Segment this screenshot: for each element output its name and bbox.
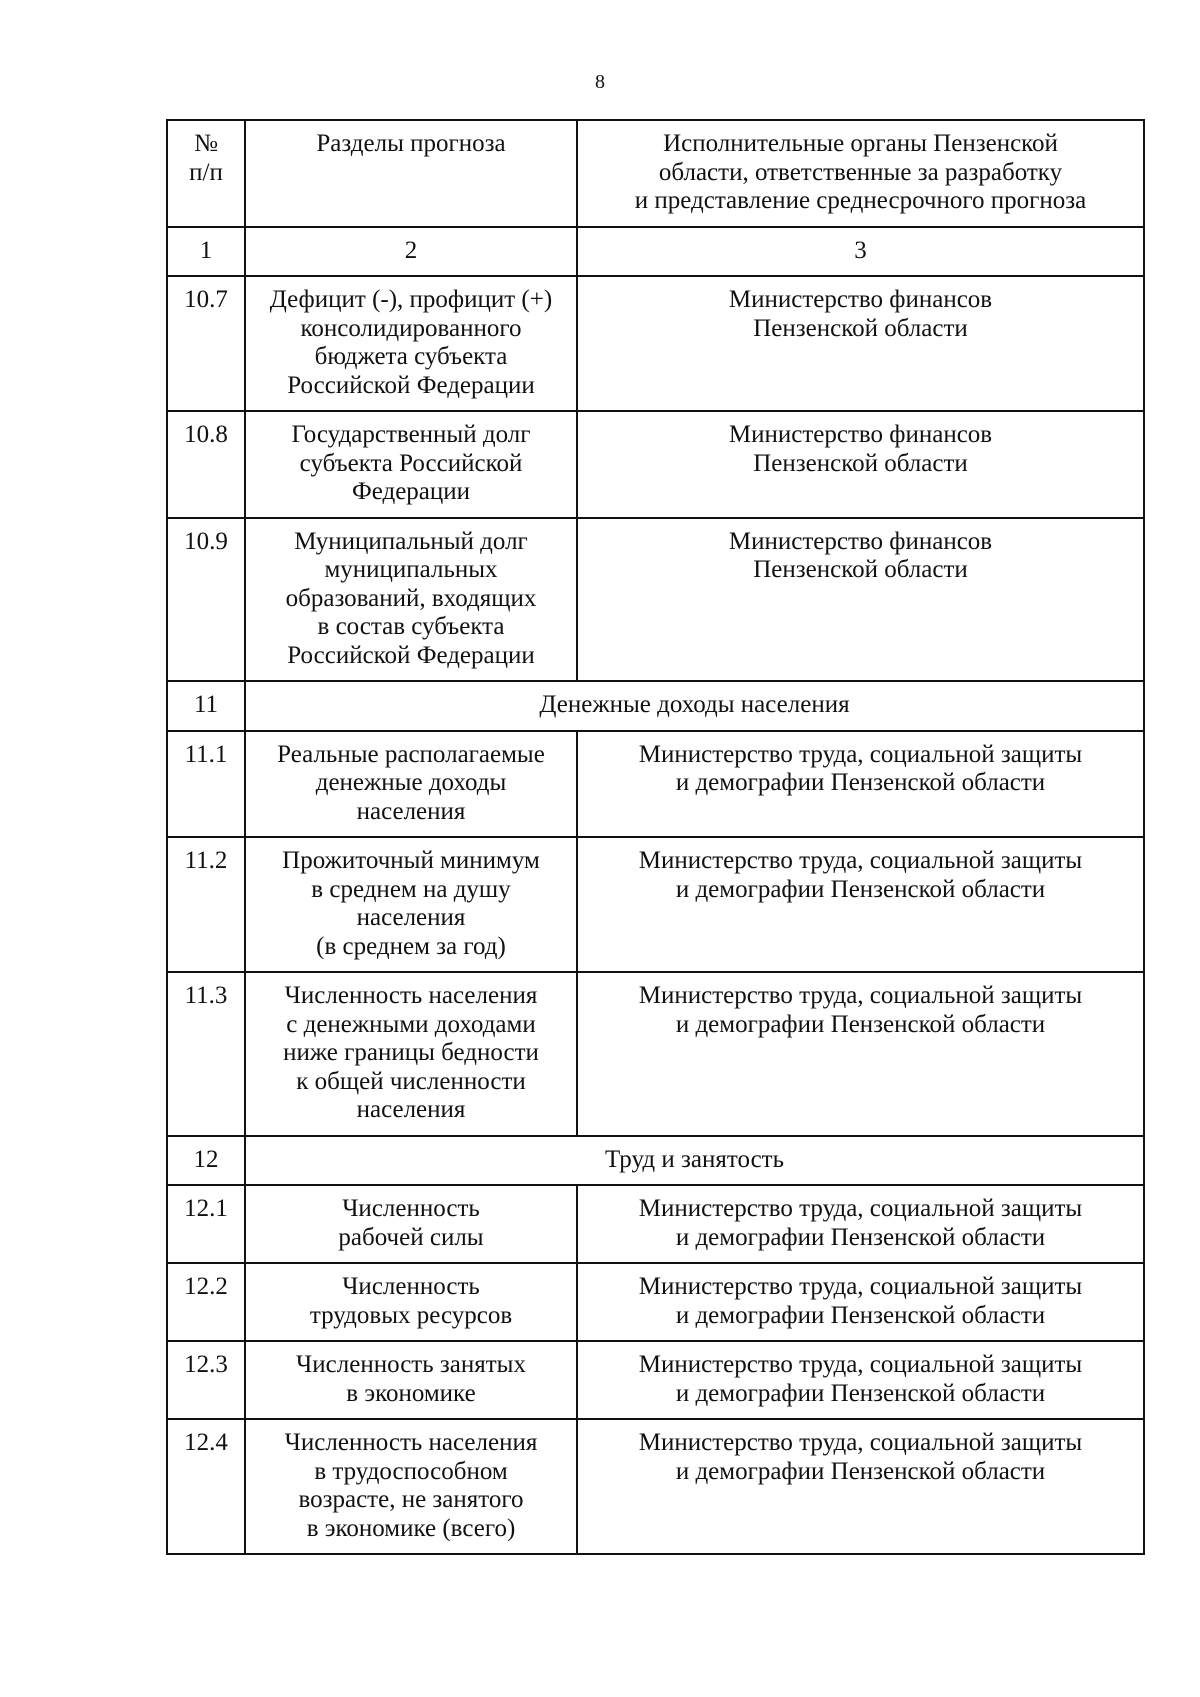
header-authority: Исполнительные органы Пензенской области, ответственные за разработку и представление среднесрочного прогноза [577, 120, 1144, 227]
table-row [167, 1341, 1144, 1419]
row-authority: Министерство труда, социальной защиты и демографии Пензенской области [577, 731, 1144, 838]
row-authority: Министерство труда, социальной защиты и демографии Пензенской области [577, 1419, 1144, 1554]
row-number: 10.7 [167, 276, 245, 411]
table-row [167, 1185, 1144, 1263]
row-section: Численность занятых в экономике [245, 1341, 577, 1419]
column-number: 2 [245, 227, 577, 277]
table-row [167, 518, 1144, 682]
table-row [167, 837, 1144, 972]
row-authority: Министерство труда, социальной защиты и демографии Пензенской области [577, 1263, 1144, 1341]
header-section: Разделы прогноза [245, 120, 577, 227]
row-authority: Министерство труда, социальной защиты и демографии Пензенской области [577, 1341, 1144, 1419]
row-authority: Министерство труда, социальной защиты и демографии Пензенской области [577, 1185, 1144, 1263]
column-number: 1 [167, 227, 245, 277]
forecast-table [166, 119, 1145, 1555]
section-row [167, 1136, 1144, 1186]
table-row [167, 411, 1144, 518]
column-number: 3 [577, 227, 1144, 277]
row-section: Прожиточный минимум в среднем на душу населения (в среднем за год) [245, 837, 577, 972]
row-authority: Министерство финансов Пензенской области [577, 411, 1144, 518]
row-authority: Министерство труда, социальной защиты и демографии Пензенской области [577, 837, 1144, 972]
page-number: 8 [595, 71, 605, 93]
row-section: Дефицит (-), профицит (+) консолидированного бюджета субъекта Российской Федерации [245, 276, 577, 411]
row-number: 12.3 [167, 1341, 245, 1419]
header-number: № п/п [167, 120, 245, 227]
table-row [167, 1263, 1144, 1341]
row-number: 11.1 [167, 731, 245, 838]
table-row [167, 731, 1144, 838]
row-number: 11.3 [167, 972, 245, 1136]
row-section: Численность рабочей силы [245, 1185, 577, 1263]
section-number: 11 [167, 681, 245, 731]
row-number: 10.8 [167, 411, 245, 518]
row-section: Численность населения с денежными доходами ниже границы бедности к общей численности населения [245, 972, 577, 1136]
table-row [167, 276, 1144, 411]
section-title: Денежные доходы населения [245, 681, 1144, 731]
row-number: 12.1 [167, 1185, 245, 1263]
row-number: 12.2 [167, 1263, 245, 1341]
row-number: 11.2 [167, 837, 245, 972]
section-title: Труд и занятость [245, 1136, 1144, 1186]
row-section: Реальные располагаемые денежные доходы населения [245, 731, 577, 838]
row-authority: Министерство финансов Пензенской области [577, 276, 1144, 411]
row-number: 10.9 [167, 518, 245, 682]
row-authority: Министерство финансов Пензенской области [577, 518, 1144, 682]
table-header-row [167, 120, 1144, 227]
row-section: Численность населения в трудоспособном возрасте, не занятого в экономике (всего) [245, 1419, 577, 1554]
section-row [167, 681, 1144, 731]
table-row [167, 1419, 1144, 1554]
row-section: Муниципальный долг муниципальных образований, входящих в состав субъекта Российской Федерации [245, 518, 577, 682]
row-section: Численность трудовых ресурсов [245, 1263, 577, 1341]
row-section: Государственный долг субъекта Российской Федерации [245, 411, 577, 518]
row-authority: Министерство труда, социальной защиты и демографии Пензенской области [577, 972, 1144, 1136]
section-number: 12 [167, 1136, 245, 1186]
column-numbers-row [167, 227, 1144, 277]
table-row [167, 972, 1144, 1136]
row-number: 12.4 [167, 1419, 245, 1554]
